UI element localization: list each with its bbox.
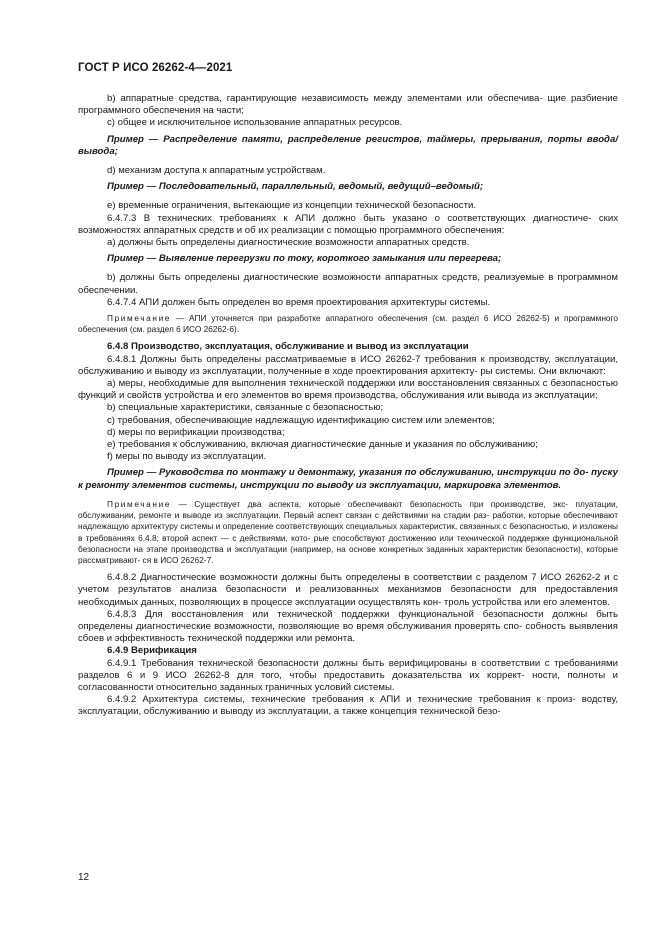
example: Пример — Распределение памяти, распределение регистров, таймеры, прерывания, порты ввода/вывода; — [78, 133, 618, 157]
paragraph: b) должны быть определены диагностические возможности аппаратных средств, реализуемые в программном обеспечении. — [78, 272, 618, 296]
example: Пример — Последовательный, параллельный, ведомый, ведущий–ведомый; — [107, 181, 484, 193]
note — [78, 313, 618, 335]
paragraph: a) меры, необходимые для выполнения технической поддержки или восстановления связанных с безопасностью функций и свойств устройства и его элементов во время производства, обслуживания или вывода из эксплуатации; — [78, 378, 618, 402]
paragraph: 6.4.8.2 Диагностические возможности должны быть определены в соответствии с разделом 7 ИСО 26262-2 и с учетом результатов анализа безопасности и реализованных механизмов безопасности для предоставления необходимых данных, позволяющих в процессе эксплуатации осуществлять кон- троль устройства или его элементов. — [78, 572, 618, 608]
document-header: ГОСТ Р ИСО 26262-4—2021 — [78, 62, 233, 74]
paragraph: 6.4.7.4 АПИ должен быть определен во время проектирования архитектуры системы. — [107, 296, 491, 308]
paragraph: f) меры по выводу из эксплуатации. — [107, 451, 267, 463]
note-label: Примечание — [107, 498, 172, 509]
paragraph: c) общее и исключительное использование аппаратных ресурсов. — [107, 117, 403, 129]
paragraph: 6.4.9.1 Требования технической безопасности должны быть верифицированы в соответствии с требованиями разделов 6 и 9 ИСО 26262-8 для того, чтобы предоставить доказательства их коррект- ности, полноты и согласованности относительно заданных граничных условий системы. — [78, 657, 618, 693]
paragraph: 6.4.8.1 Должны быть определены рассматриваемые в ИСО 26262-7 требования к производству, эксплуатации, обслуживанию и выводу из эксплуатации, полученные в ходе проектирования архитекту- ры системы. Они включают: — [78, 353, 618, 377]
paragraph: d) меры по верификации производства; — [107, 426, 285, 438]
document-body — [78, 93, 618, 719]
paragraph: d) механизм доступа к аппаратным устройствам. — [107, 165, 326, 177]
paragraph: e) требования к обслуживанию, включая диагностические данные и указания по обслуживанию; — [107, 439, 538, 451]
note — [78, 499, 618, 566]
paragraph: c) требования, обеспечивающие надлежащую идентификацию систем или элементов; — [107, 414, 495, 426]
section-heading: 6.4.8 Производство, эксплуатация, обслуживание и вывод из эксплуатации — [107, 341, 469, 353]
note-text: — АПИ уточняется при разработке аппаратного обеспечения (см. раздел 6 ИСО 26262-5) и программного обеспечения (см. раздел 6 ИСО 26262-6). — [78, 313, 618, 335]
note-label: Примечание — [107, 313, 172, 324]
paragraph: b) аппаратные средства, гарантирующие независимость между элементами или обеспечива- щие разбиение программного обеспечения на части; — [78, 93, 618, 117]
paragraph: b) специальные характеристики, связанные с безопасностью; — [107, 402, 384, 414]
note-text: — Существует два аспекта, которые обеспечивают безопасность при производстве, экс- плуатации, обслуживании, ремонте и выводе из эксплуатации. Первый аспект связан с действиями на стадии раз- работки, которые обеспечивают надлежащую архитектуру системы и определение соответствующих специальных характеристик, связанных с безопасностью, и изложены в требованиях 6.4.8; второй аспект — с действиями, кото- рые способствуют достижению или технической поддержке функциональной безопасности на этапе производства и эксплуатации (например, на основе конкретных заданных характеристик безопасности), которые рассматривают- ся в ИСО 26262-7. — [78, 498, 618, 565]
paragraph: a) должны быть определены диагностические возможности аппаратных средств. — [107, 237, 470, 249]
example: Пример — Выявление перегрузки по току, короткого замыкания или перегрева; — [107, 253, 502, 265]
example: Пример — Руководства по монтажу и демонтажу, указания по обслуживанию, инструкции по до- пуску к ремонту элементов системы, инструкции по выводу из эксплуатации, маркировка элементов. — [78, 467, 618, 491]
paragraph: 6.4.9.2 Архитектура системы, технические требования к АПИ и технические требования к произ- водству, эксплуатации, обслуживанию и выводу из эксплуатации, а также концепция технической безо- — [78, 694, 618, 718]
paragraph: e) временные ограничения, вытекающие из концепции технической безопасности. — [107, 200, 477, 212]
section-heading: 6.4.9 Верификация — [107, 645, 197, 657]
page-number: 12 — [78, 872, 90, 883]
paragraph: 6.4.8.3 Для восстановления или технической поддержки функциональной безопасности должны быть определены диагностические возможности, позволяющие во время обслуживания проверять спо- собность выявления сбоев и эффективность технической поддержки или ремонта. — [78, 608, 618, 645]
paragraph: 6.4.7.3 В технических требованиях к АПИ должно быть указано о соответствующих диагностиче- ских возможностях аппаратных средств и об их реализации с помощью программного обеспечения: — [78, 212, 618, 236]
